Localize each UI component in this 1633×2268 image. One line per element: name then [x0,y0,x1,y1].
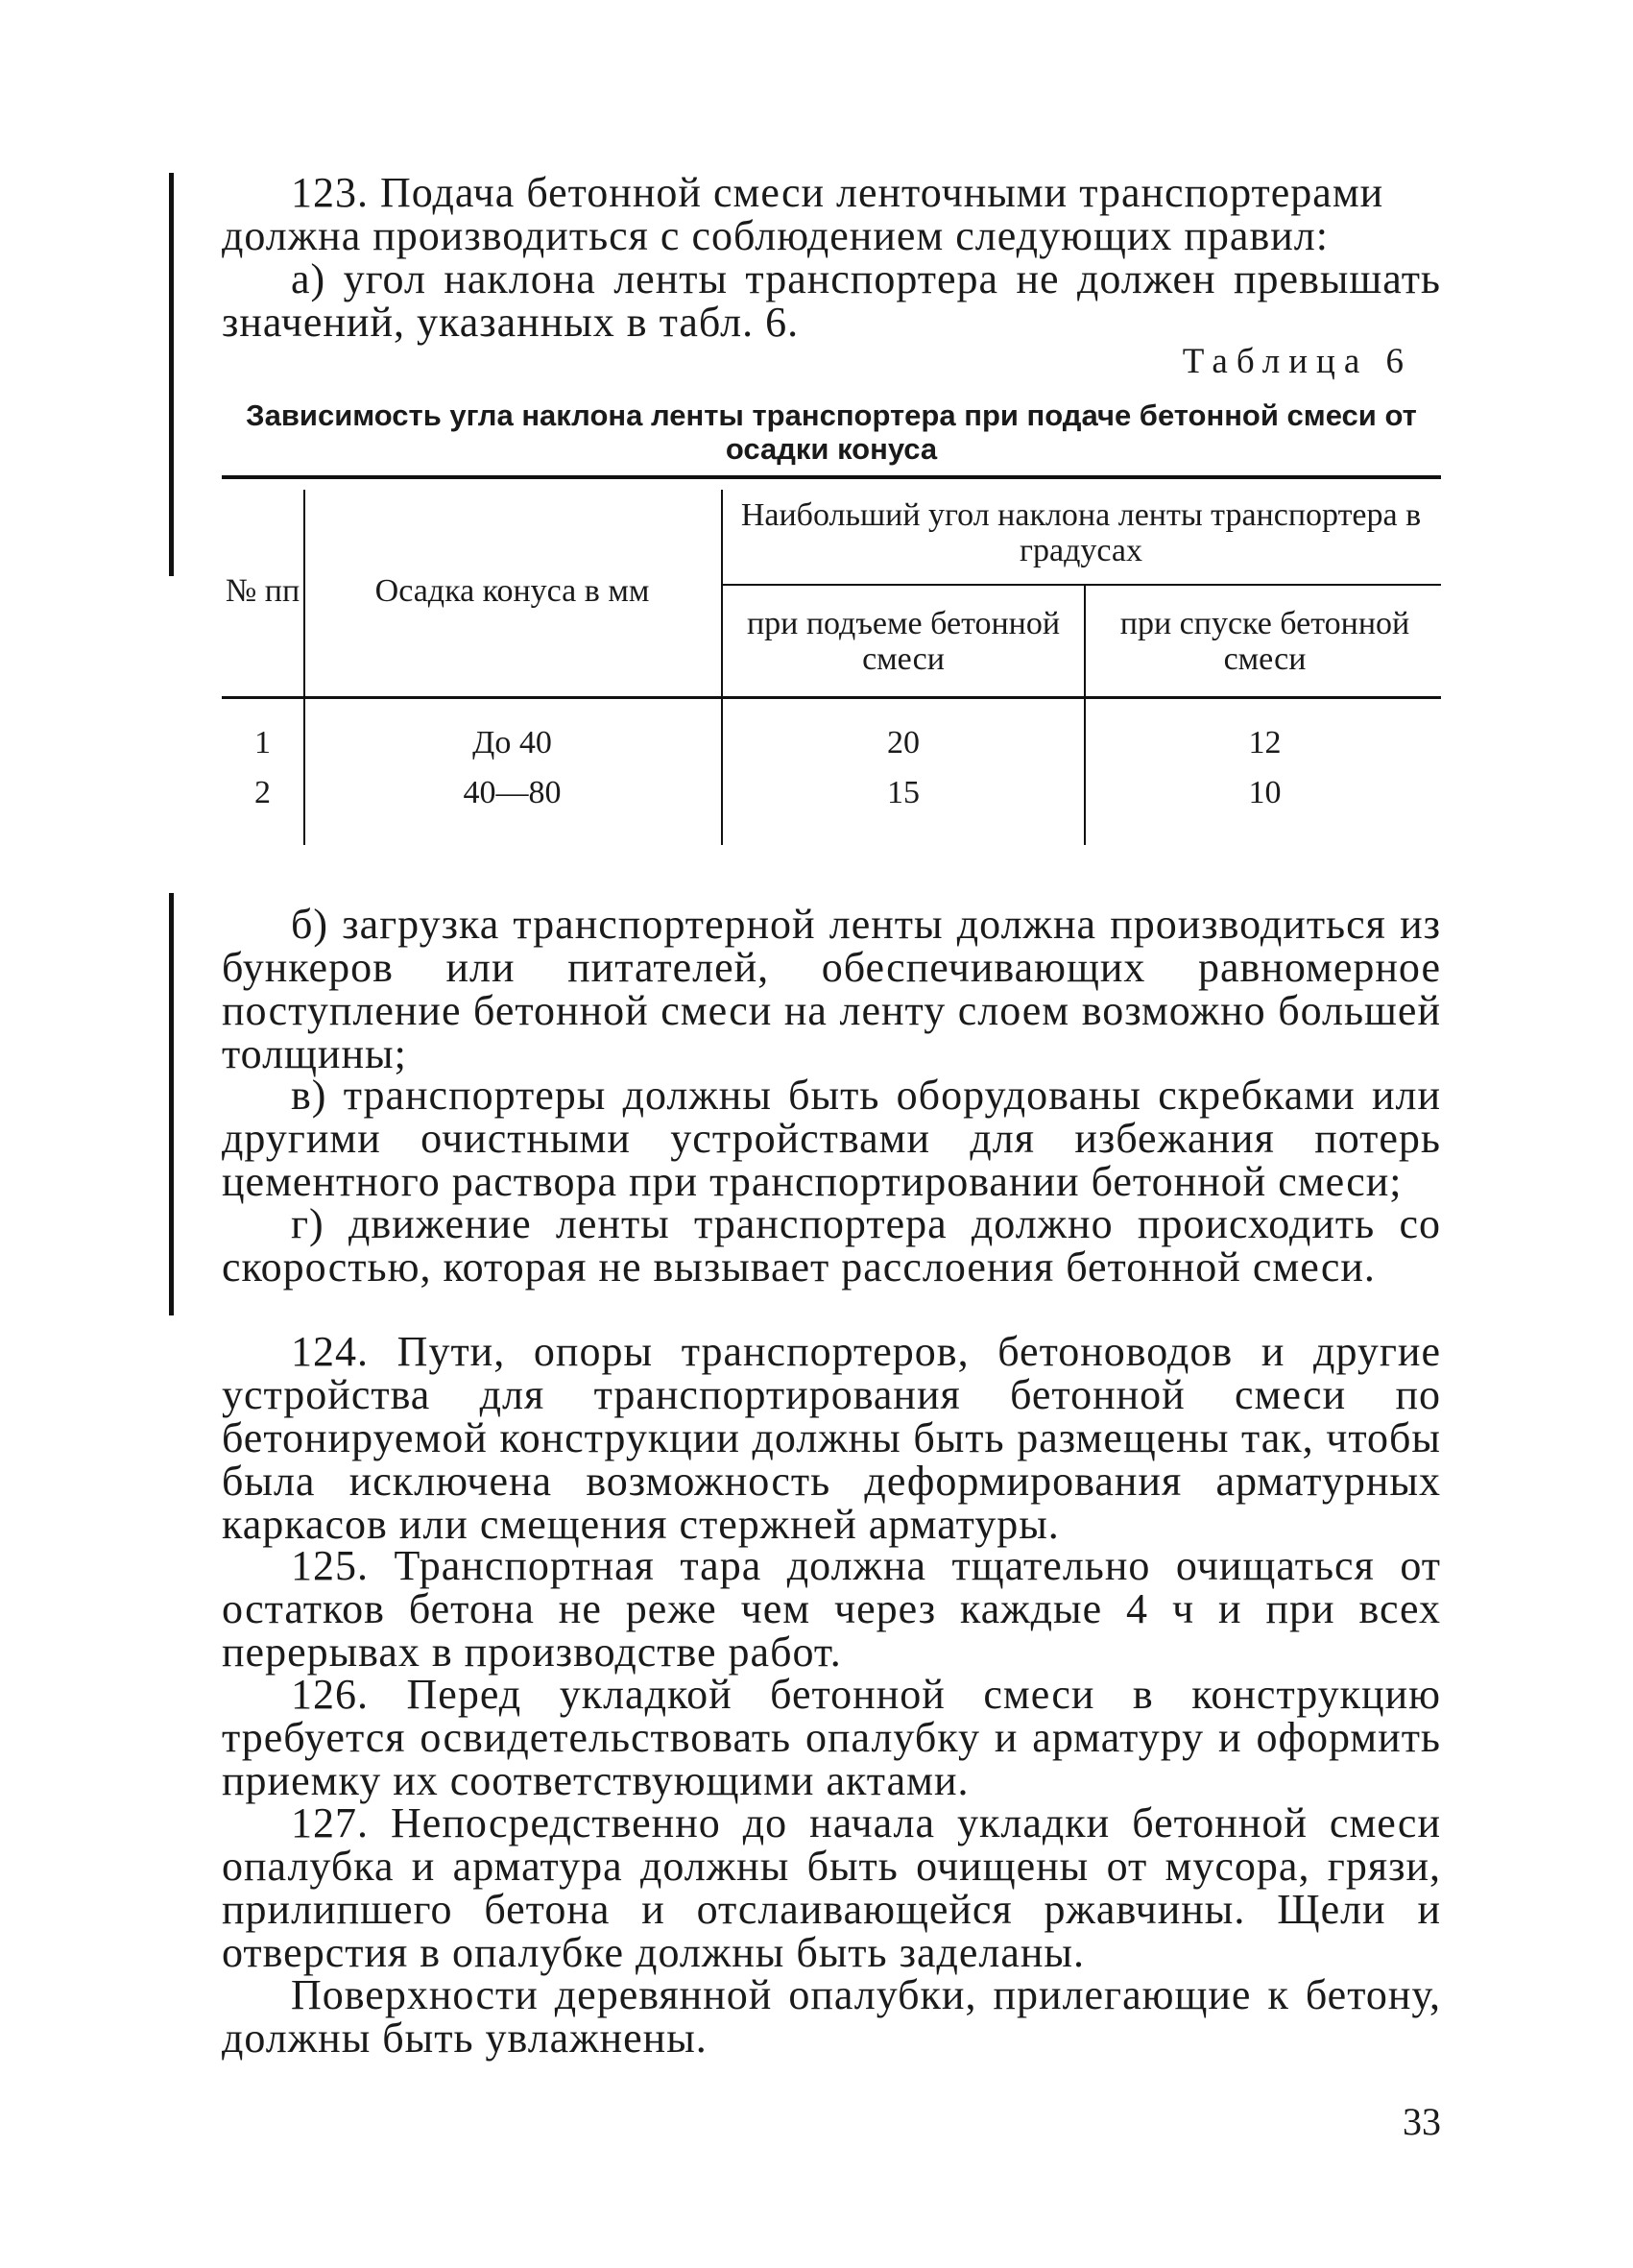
header-up: при подъеме бетонной смеси [746,606,1061,677]
row-down: 10 [1248,774,1282,810]
paragraph-125: 125. Транспортная тара должна тщательно очищаться от остатков бетона не реже чем через каждые 4 ч и при всех перерывах в производстве работ. [222,1542,1441,1676]
row-slump: 40—80 [463,774,562,810]
header-angle: Наибольший угол наклона ленты транспортера в градусах [740,497,1422,568]
paragraph-123 [222,171,1441,257]
row-up: 15 [887,774,920,810]
page-number: 33 [1403,2100,1441,2143]
table-col-divider [303,490,305,845]
table-subheader-rule [721,584,1441,586]
paragraph-123-line2: должна производиться с соблюдением следующих правил: [222,212,1329,259]
table-top-rule [222,475,1441,479]
table-col-divider [721,490,723,845]
header-num: № пп [225,572,300,609]
paragraph-124: 124. Пути, опоры транспортеров, бетоноводов и другие устройства для транспортирования бетонной смеси по бетонируемой конструкции должны быть размещены так, чтобы была исключена возможность деформирования арматурных каркасов или смещения стержней арматуры. [222,1328,1441,1548]
table-header-rule [222,696,1441,699]
row-num: 2 [254,774,271,810]
row-slump: До 40 [472,724,552,760]
row-down: 12 [1248,724,1282,760]
paragraph-127: 127. Непосредственно до начала укладки бетонной смеси опалубка и арматура должны быть очищены от мусора, грязи, прилипшего бетона и отслаивающейся ржавчины. Щели и отверстия в опалубке должны быть заделаны. [222,1799,1441,1976]
slump-angle-table [222,475,1441,850]
header-down: при спуске бетонной смеси [1119,606,1410,677]
item-g: г) движение ленты транспортера должно происходить со скоростью, которая не вызывает расслоения бетонной смеси. [222,1200,1441,1291]
item-a: а) угол наклона ленты транспортера не должен превышать значений, указанных в табл. 6. [222,255,1441,346]
table-col-divider [1084,584,1086,845]
table-title: Зависимость угла наклона ленты транспортера при подаче бетонной смеси от осадки конуса [246,398,1417,466]
item-b: б) загрузка транспортерной ленты должна производиться из бункеров или питателей, обеспечивающих равномерное поступление бетонной смеси на ленту слоем возможно большей толщины; [222,901,1441,1077]
row-up: 20 [887,724,920,760]
margin-change-bar [169,893,174,1315]
header-slump: Осадка конуса в мм [374,572,650,609]
item-v: в) транспортеры должны быть оборудованы скребками или другими очистными устройствами для избежания потерь цементного раствора при транспортировании бетонной смеси; [222,1072,1441,1205]
paragraph-123-line1: 123. Подача бетонной смеси ленточными транспортерами [291,169,1384,216]
row-num: 1 [254,724,271,760]
margin-change-bar [169,173,174,576]
paragraph-surface: Поверхности деревянной опалубки, прилегающие к бетону, должны быть увлажнены. [222,1971,1441,2062]
table-label: Таблица 6 [1182,342,1412,381]
paragraph-126: 126. Перед укладкой бетонной смеси в конструкцию требуется освидетельствовать опалубку и арматуру и оформить приемку их соответствующими актами. [222,1671,1441,1804]
